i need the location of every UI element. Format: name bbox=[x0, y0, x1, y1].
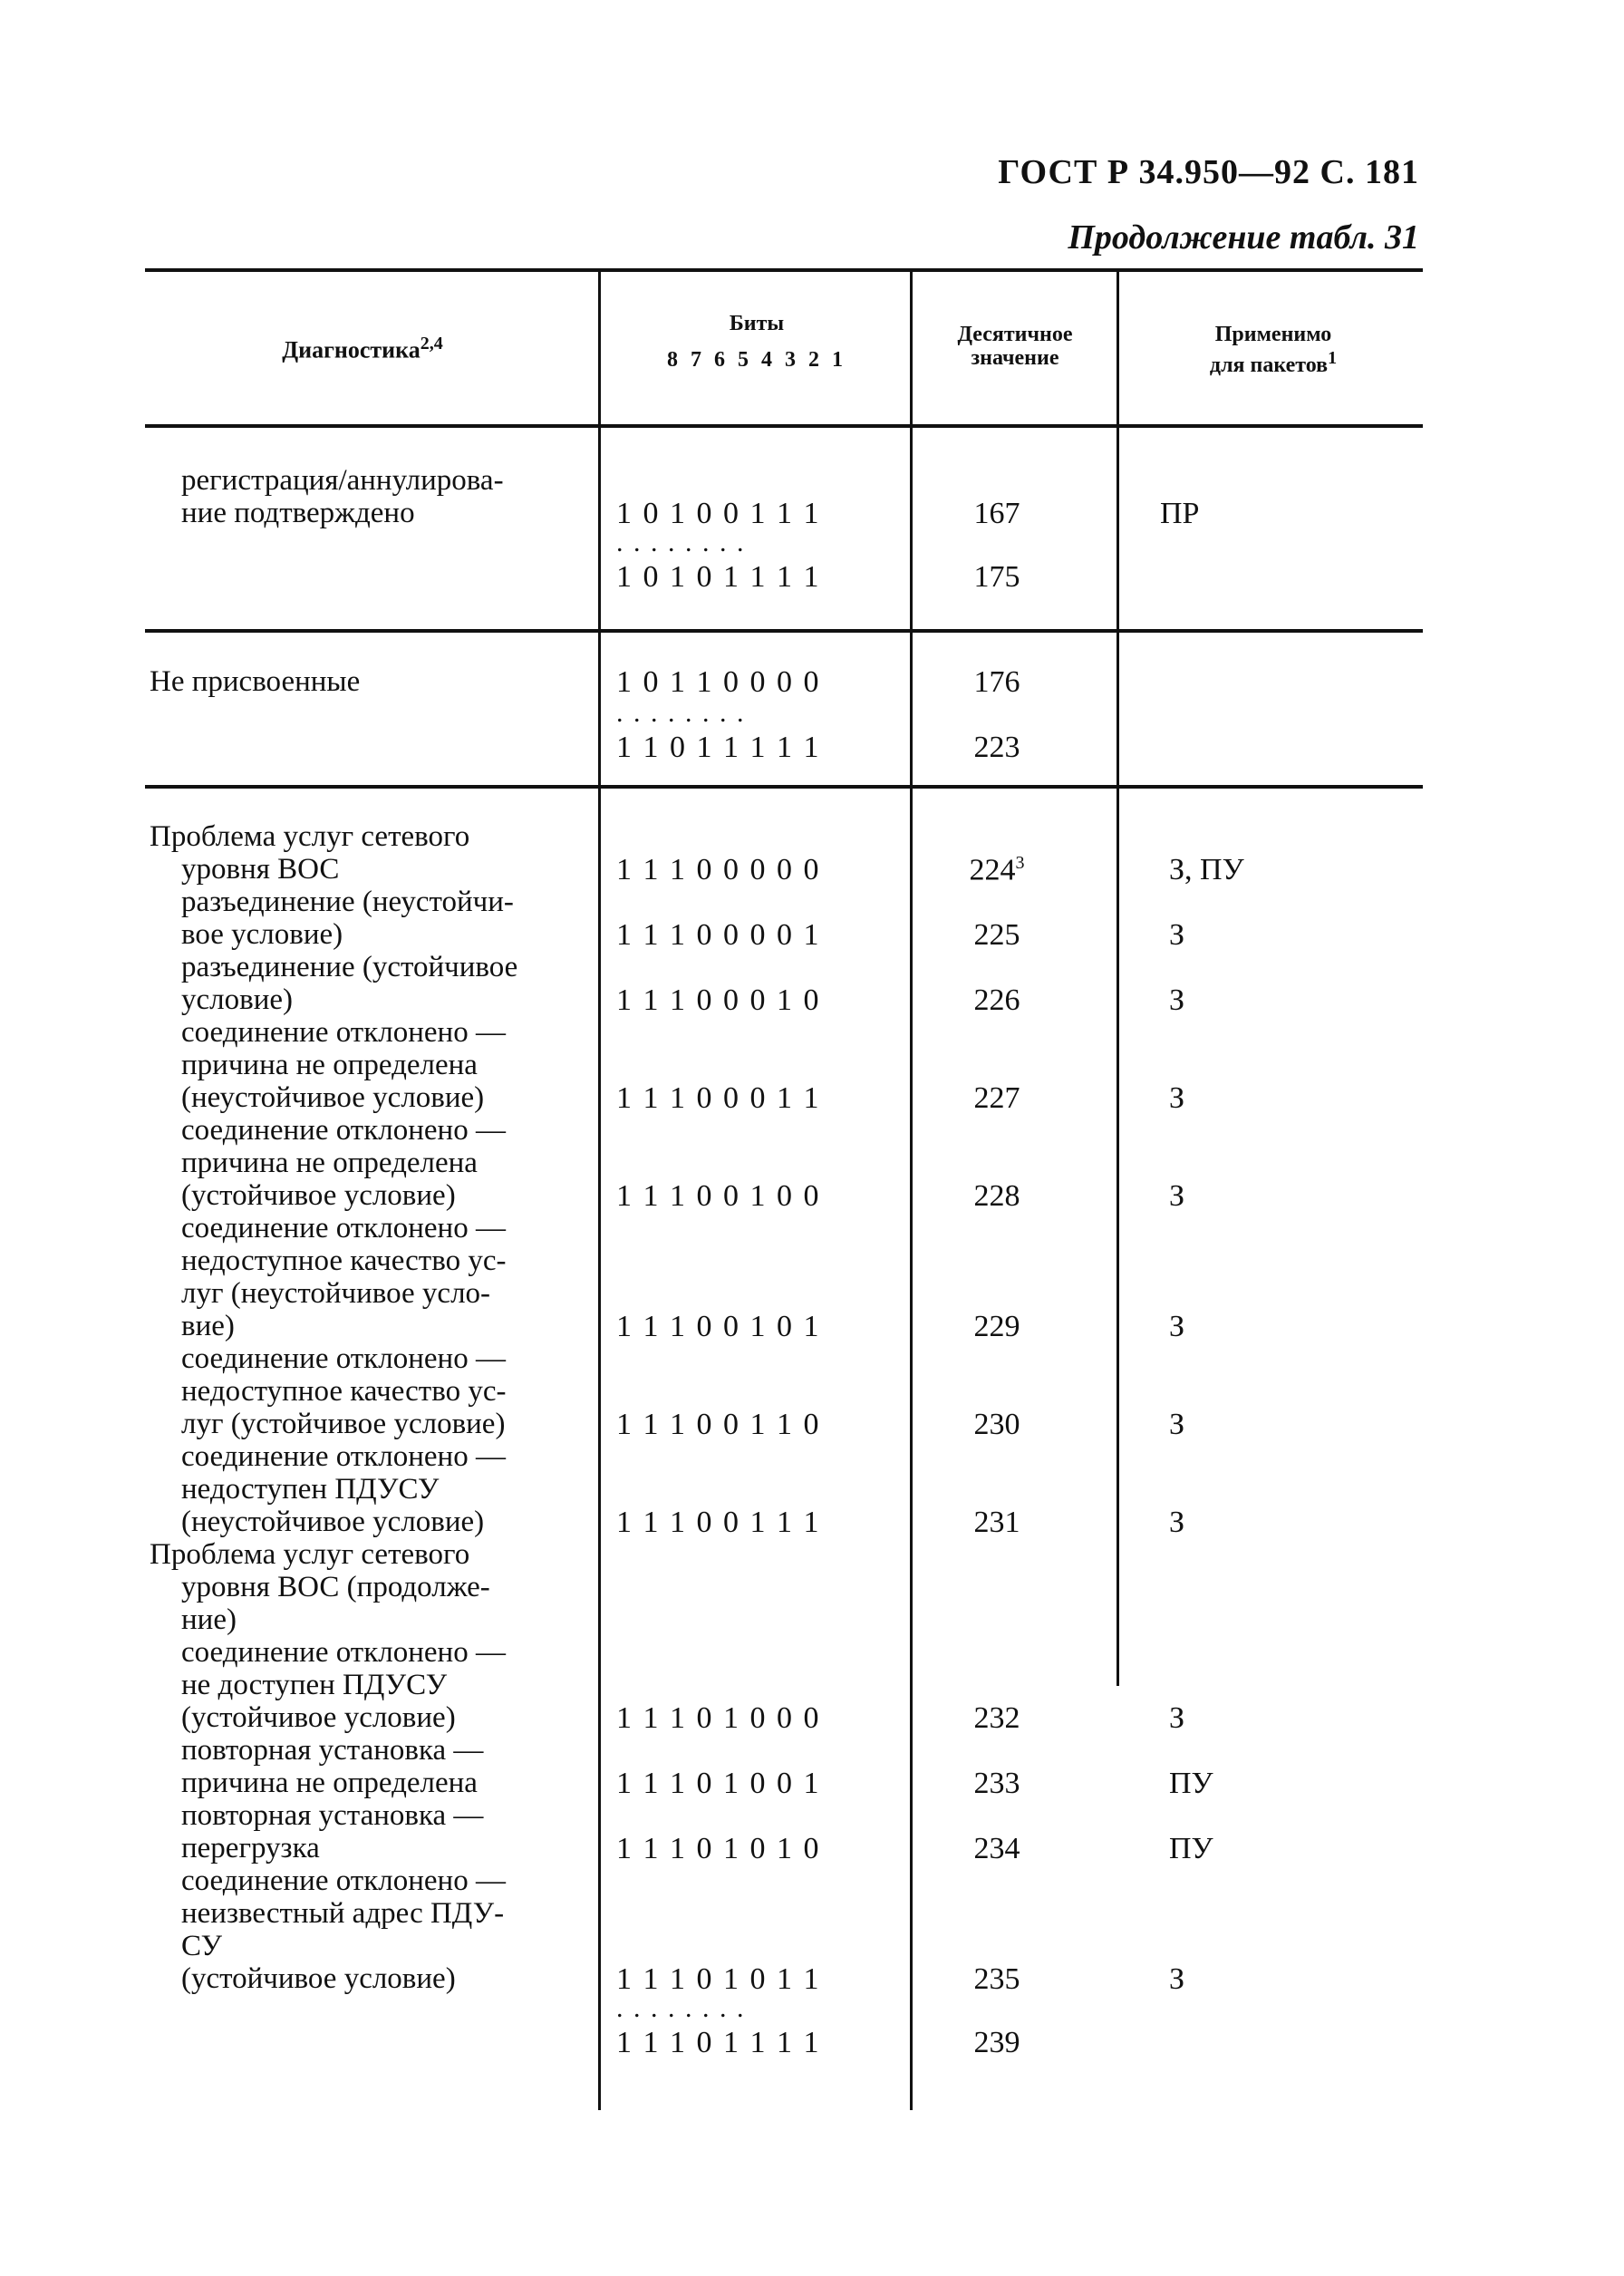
row-desc: Не присвоенные bbox=[150, 665, 361, 698]
row-desc: причина не определена bbox=[181, 1147, 478, 1179]
row-applicable: З bbox=[1169, 983, 1185, 1017]
row-desc: повторная установка — bbox=[181, 1799, 484, 1832]
row-decimal: 227 bbox=[973, 1081, 1020, 1115]
col-head-bits bbox=[607, 312, 906, 372]
row-bits: 1 0 1 0 1 1 1 1 bbox=[616, 560, 821, 594]
row-bits: 1 1 1 0 0 1 0 1 bbox=[616, 1310, 821, 1343]
row-applicable: З bbox=[1169, 1081, 1185, 1115]
row-decimal: 230 bbox=[973, 1408, 1020, 1441]
col-head-decimal bbox=[915, 323, 1115, 370]
row-desc: уровня ВОС bbox=[181, 853, 340, 886]
row-desc: не доступен ПДУСУ bbox=[181, 1669, 448, 1701]
col-head-applicable-line2-text: для пакетов bbox=[1209, 354, 1329, 377]
row-desc: недоступное качество ус- bbox=[181, 1375, 507, 1408]
row-decimal: 231 bbox=[973, 1506, 1020, 1539]
row-desc: вое условие) bbox=[181, 918, 343, 951]
row-bits: 1 1 1 0 1 0 0 0 bbox=[616, 1701, 821, 1735]
row-decimal: 223 bbox=[973, 731, 1020, 764]
row-applicable: З bbox=[1169, 1701, 1185, 1735]
row-desc: ние) bbox=[181, 1603, 237, 1636]
row-desc: (устойчивое условие) bbox=[181, 1179, 456, 1212]
col-rule-bits bbox=[598, 272, 601, 2110]
row-decimal: 225 bbox=[973, 918, 1020, 952]
row-desc: соединение отклонено — bbox=[181, 1016, 506, 1049]
row-applicable: З bbox=[1169, 1506, 1185, 1539]
row-applicable: ПР bbox=[1160, 497, 1200, 530]
row-applicable: ПУ bbox=[1169, 1767, 1213, 1800]
row-desc: (устойчивое условие) bbox=[181, 1701, 456, 1734]
row-decimal: 229 bbox=[973, 1310, 1020, 1343]
row-desc: соединение отклонено — bbox=[181, 1636, 506, 1669]
row-bits: 1 1 1 0 0 1 1 1 bbox=[616, 1506, 821, 1539]
row-decimal: 176 bbox=[973, 665, 1020, 699]
row-applicable: З bbox=[1169, 918, 1185, 952]
row-decimal: 235 bbox=[973, 1962, 1020, 1996]
row-desc: недоступен ПДУСУ bbox=[181, 1473, 440, 1506]
row-desc: перегрузка bbox=[181, 1832, 320, 1864]
row-desc: причина не определена bbox=[181, 1767, 478, 1799]
row-desc: вие) bbox=[181, 1310, 235, 1342]
row-decimal bbox=[906, 853, 1088, 887]
section-rule-2 bbox=[145, 785, 1423, 789]
row-desc: повторная установка — bbox=[181, 1734, 484, 1767]
row-desc: соединение отклонено — bbox=[181, 1864, 506, 1897]
row-bits: 1 0 1 1 0 0 0 0 bbox=[616, 665, 821, 699]
row-ellipsis-dots: . . . . . . . . bbox=[616, 528, 746, 557]
row-desc: Проблема услуг сетевого bbox=[150, 820, 470, 853]
row-applicable: З, ПУ bbox=[1169, 853, 1244, 886]
row-desc: неизвестный адрес ПДУ- bbox=[181, 1897, 505, 1930]
row-bits: 1 1 1 0 1 0 1 1 bbox=[616, 1962, 821, 1996]
row-bits: 1 1 1 0 1 0 0 1 bbox=[616, 1767, 821, 1800]
row-desc: недоступное качество ус- bbox=[181, 1245, 507, 1277]
page-header: ГОСТ Р 34.950—92 С. 181 bbox=[998, 153, 1419, 191]
row-applicable: З bbox=[1169, 1962, 1185, 1996]
row-decimal: 233 bbox=[973, 1767, 1020, 1800]
row-desc: (устойчивое условие) bbox=[181, 1962, 456, 1995]
row-bits: 1 1 1 0 1 0 1 0 bbox=[616, 1832, 821, 1865]
row-decimal-sup: 3 bbox=[1015, 853, 1025, 873]
table-top-rule bbox=[145, 268, 1423, 272]
row-desc: условие) bbox=[181, 983, 293, 1016]
col-head-diagnostics-text: Диагностика bbox=[282, 336, 420, 363]
col-head-diagnostics bbox=[227, 332, 498, 363]
row-desc: разъединение (неустойчи- bbox=[181, 886, 514, 918]
col-head-bits-title: Биты bbox=[729, 312, 785, 335]
row-applicable: З bbox=[1169, 1179, 1185, 1213]
row-desc: Проблема услуг сетевого bbox=[150, 1538, 470, 1571]
row-desc: соединение отклонено — bbox=[181, 1114, 506, 1147]
row-bits: 1 1 0 1 1 1 1 1 bbox=[616, 731, 821, 764]
col-head-decimal-line2: значение bbox=[971, 346, 1059, 370]
col-head-applicable bbox=[1124, 323, 1423, 377]
row-decimal: 226 bbox=[973, 983, 1020, 1017]
row-applicable: З bbox=[1169, 1408, 1185, 1441]
row-applicable: З bbox=[1169, 1310, 1185, 1343]
col-head-bits-order: 8 7 6 5 4 3 2 1 bbox=[667, 348, 846, 372]
row-desc: ние подтверждено bbox=[181, 497, 415, 529]
section-rule-1 bbox=[145, 629, 1423, 633]
row-desc: (неустойчивое условие) bbox=[181, 1506, 485, 1538]
row-bits: 1 1 1 0 0 1 1 0 bbox=[616, 1408, 821, 1441]
table-continuation-label: Продолжение табл. 31 bbox=[1068, 218, 1419, 257]
row-bits: 1 1 1 0 0 0 1 0 bbox=[616, 983, 821, 1017]
row-bits: 1 1 1 0 1 1 1 1 bbox=[616, 2026, 821, 2059]
col-head-diagnostics-sup: 2,4 bbox=[420, 334, 443, 354]
row-desc: СУ bbox=[181, 1930, 222, 1962]
row-bits: 1 0 1 0 0 1 1 1 bbox=[616, 497, 821, 530]
col-head-applicable-sup: 1 bbox=[1328, 348, 1338, 368]
row-ellipsis-dots: . . . . . . . . bbox=[616, 1993, 746, 2023]
col-head-applicable-line2 bbox=[1124, 346, 1423, 377]
row-decimal: 175 bbox=[973, 560, 1020, 594]
row-desc: уровня ВОС (продолже- bbox=[181, 1571, 490, 1603]
row-desc: соединение отклонено — bbox=[181, 1440, 506, 1473]
row-desc: разъединение (устойчивое bbox=[181, 951, 518, 983]
row-decimal: 234 bbox=[973, 1832, 1020, 1865]
row-decimal: 167 bbox=[973, 497, 1020, 530]
row-desc: соединение отклонено — bbox=[181, 1342, 506, 1375]
row-ellipsis-dots: . . . . . . . . bbox=[616, 698, 746, 728]
row-desc: луг (устойчивое условие) bbox=[181, 1408, 506, 1440]
row-desc: регистрация/аннулирова- bbox=[181, 464, 504, 497]
row-bits: 1 1 1 0 0 0 1 1 bbox=[616, 1081, 821, 1115]
col-rule-applicable bbox=[1116, 272, 1119, 1686]
row-decimal: 228 bbox=[973, 1179, 1020, 1213]
row-decimal: 239 bbox=[973, 2026, 1020, 2059]
row-decimal: 232 bbox=[973, 1701, 1020, 1735]
col-head-decimal-line1: Десятичное bbox=[957, 323, 1073, 346]
row-desc: соединение отклонено — bbox=[181, 1212, 506, 1245]
col-head-applicable-line1: Применимо bbox=[1214, 323, 1332, 346]
header-bottom-rule bbox=[145, 424, 1423, 428]
row-decimal-value: 224 bbox=[969, 853, 1016, 887]
row-desc: луг (неустойчивое усло- bbox=[181, 1277, 491, 1310]
row-desc: причина не определена bbox=[181, 1049, 478, 1081]
row-bits: 1 1 1 0 0 0 0 0 bbox=[616, 853, 821, 886]
row-applicable: ПУ bbox=[1169, 1832, 1213, 1865]
row-desc: (неустойчивое условие) bbox=[181, 1081, 485, 1114]
row-bits: 1 1 1 0 0 1 0 0 bbox=[616, 1179, 821, 1213]
row-bits: 1 1 1 0 0 0 0 1 bbox=[616, 918, 821, 952]
